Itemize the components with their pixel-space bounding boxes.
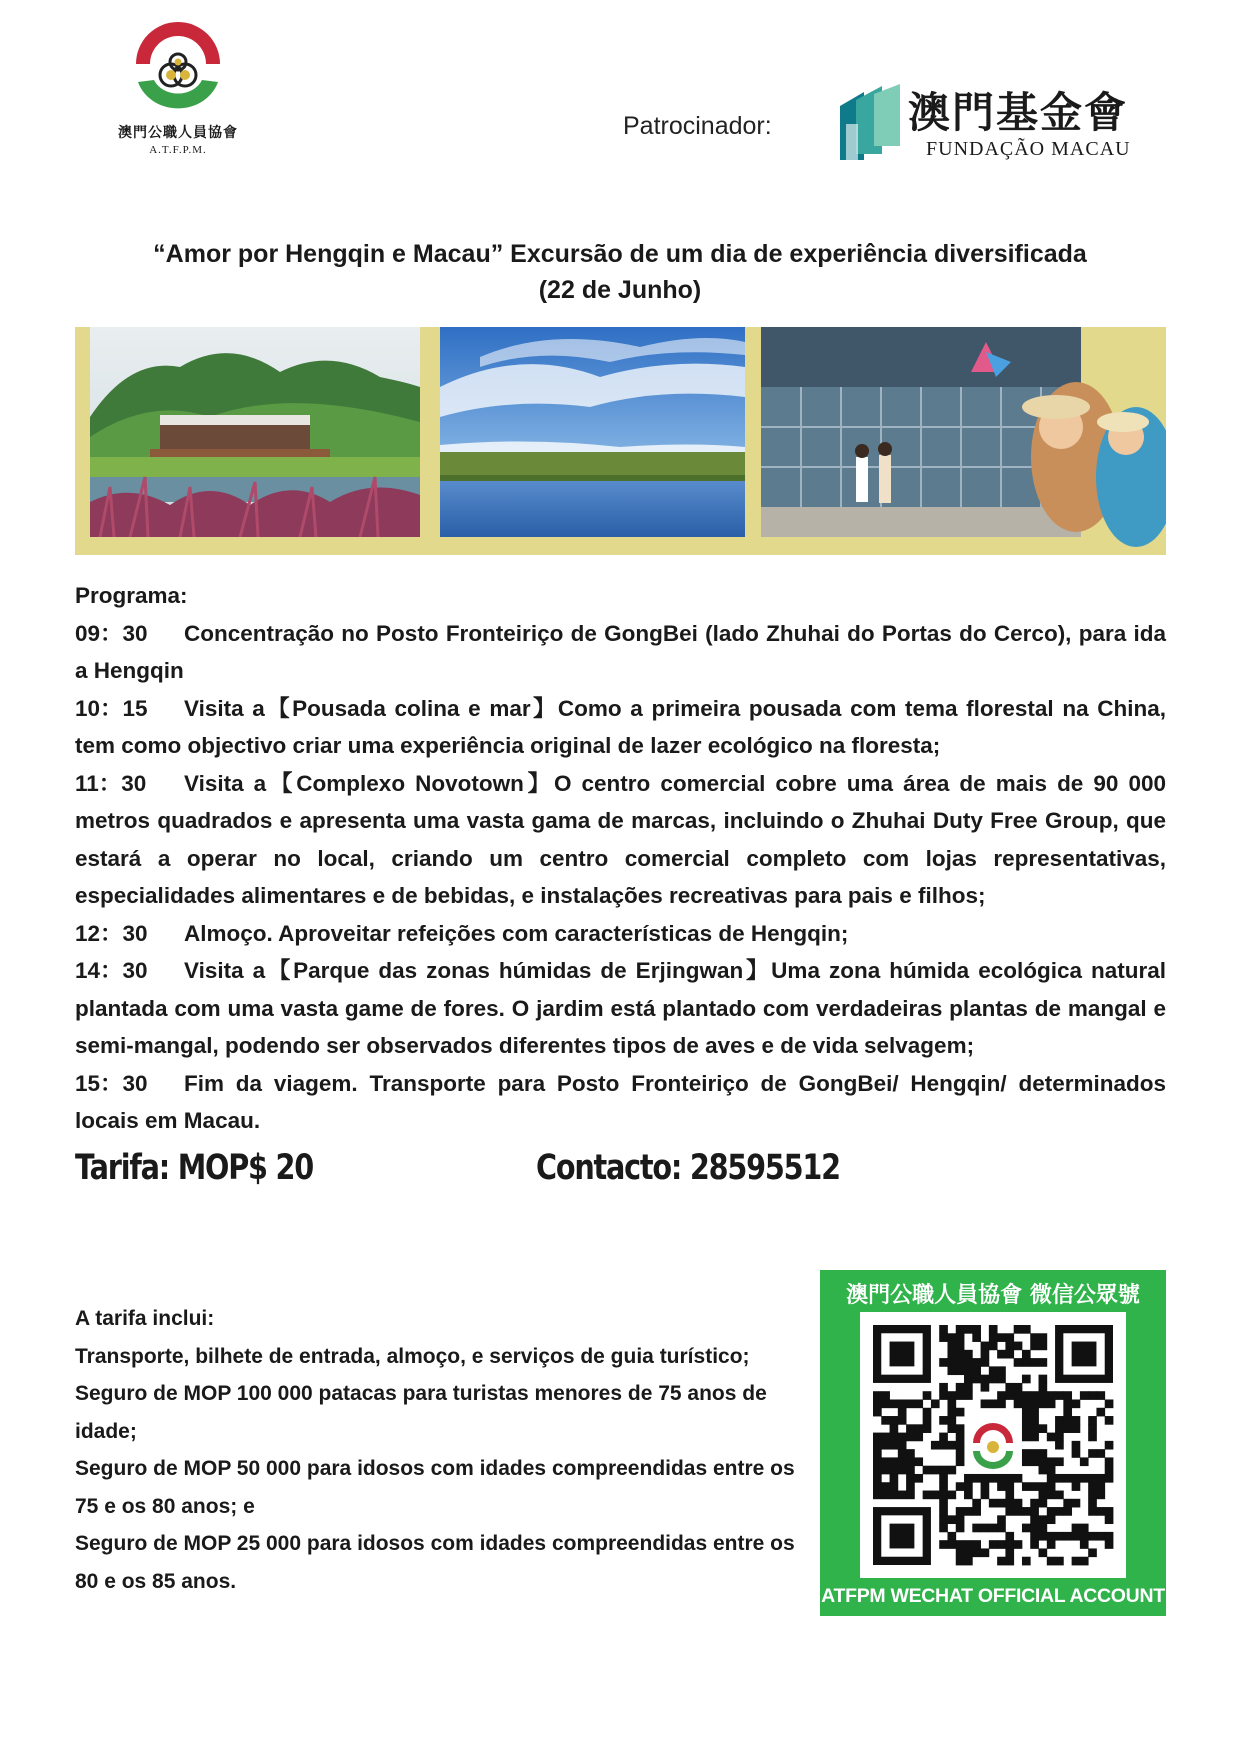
programme-time: 11：30: [75, 770, 147, 796]
photo-novotown-visitors: [761, 327, 1166, 555]
event-title-line-1: “Amor por Hengqin e Macau” Excursão de um dia de experiência diversificada: [153, 240, 1087, 268]
programme-item: [75, 615, 1166, 690]
sponsor-name-portuguese: FUNDAÇÃO MACAU: [926, 138, 1131, 160]
photo-forest-lodge: [90, 327, 420, 537]
fare-includes-item: Seguro de MOP 100 000 patacas para turistas menores de 75 anos de idade;: [75, 1382, 767, 1443]
programme-text: Visita a【Pousada colina e mar】Como a primeira pousada com tema florestal na China, tem como objectivo criar uma experiência original de lazer ecológico na floresta;: [75, 695, 1166, 758]
photo-wetland-sky: [440, 327, 745, 537]
programme-item: [75, 952, 1166, 1065]
programme-item: [75, 690, 1166, 765]
atfpm-logo: [108, 20, 248, 170]
programme-item: [75, 765, 1166, 915]
contact-phone: Contacto: 28595512: [536, 1148, 840, 1188]
sponsor-label: Patrocinador:: [623, 112, 772, 140]
fare-includes-item: Transporte, bilhete de entrada, almoço, e serviços de guia turístico;: [75, 1344, 750, 1368]
programme-text: Concentração no Posto Fronteiriço de GongBei (lado Zhuhai do Portas do Cerco), para ida a Hengqin: [75, 620, 1166, 683]
fundacao-macau-emblem-icon: [838, 84, 904, 164]
wechat-qr-card: [820, 1270, 1166, 1616]
qr-title: 澳門公職人員協會 微信公眾號: [846, 1283, 1140, 1308]
sponsor-name-chinese: 澳門基金會: [908, 88, 1129, 137]
qr-caption: ATFPM WECHAT OFFICIAL ACCOUNT: [821, 1585, 1165, 1607]
programme-text: Fim da viagem. Transporte para Posto Fronteiriço de GongBei/ Hengqin/ determinados locais em Macau.: [75, 1070, 1166, 1133]
fare-includes-section: [75, 1300, 805, 1600]
programme-text: Visita a【Parque das zonas húmidas de Erjingwan】Uma zona húmida ecológica natural plantada com uma vasta game de fores. O jardim está plantado com verdadeiras plantas de mangal e semi-mangal, podendo ser observados diferentes tipos de aves e de vida selvagem;: [75, 958, 1166, 1058]
fare-includes-item: Seguro de MOP 50 000 para idosos com idades compreendidas entre os 75 e os 80 anos; e: [75, 1457, 795, 1518]
programme-text: Visita a【Complexo Novotown】O centro comercial cobre uma área de mais de 90 000 metros quadrados e apresenta uma vasta gama de marcas, incluindo o Zhuhai Duty Free Group, que estará a operar no local, criando um centro comercial completo com lojas representativas, especialidades alimentares e de bebidas, e instalações recreativas para pais e filhos;: [75, 770, 1166, 908]
org-name-chinese: 澳門公職人員協會: [118, 125, 238, 141]
org-abbreviation: A.T.F.P.M.: [149, 144, 207, 156]
programme-heading: Programa:: [75, 583, 188, 608]
atfpm-emblem-icon: [128, 20, 228, 120]
fare-includes-heading: A tarifa inclui:: [75, 1307, 215, 1330]
event-date: (22 de Junho): [538, 276, 702, 304]
fundacao-macau-logo: [838, 80, 1138, 170]
programme-section: [75, 577, 1166, 1140]
tarifa-price: Tarifa: MOP$ 20: [75, 1148, 314, 1188]
programme-item: [75, 1065, 1166, 1140]
event-title: [60, 236, 1180, 308]
programme-time: 15：30: [75, 1070, 148, 1096]
programme-item: [75, 915, 1166, 953]
programme-text: Almoço. Aproveitar refeições com características de Hengqin;: [184, 920, 849, 946]
programme-time: 10：15: [75, 695, 148, 721]
programme-time: 09：30: [75, 620, 148, 646]
photo-banner: [75, 327, 1166, 555]
fare-includes-item: Seguro de MOP 25 000 para idosos com idades compreendidas entre os 80 e os 85 anos.: [75, 1532, 795, 1593]
programme-time: 12：30: [75, 920, 148, 946]
programme-time: 14：30: [75, 958, 148, 983]
qr-code-icon[interactable]: [860, 1312, 1126, 1578]
